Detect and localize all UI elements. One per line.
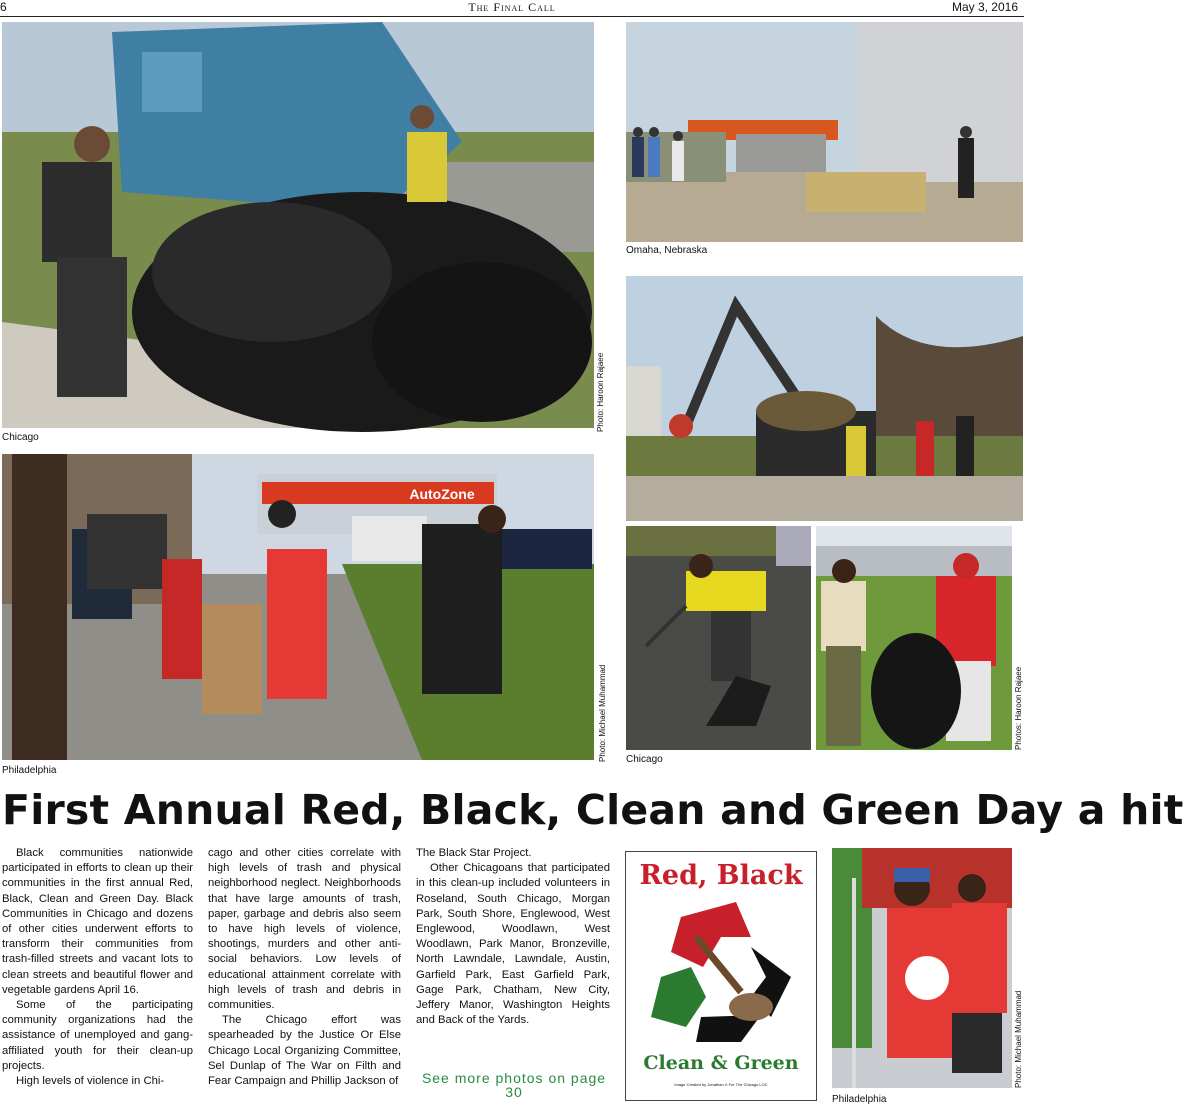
publication-name: The Final Call (468, 0, 556, 14)
photo-chicago-bagging-trash (816, 526, 1012, 750)
autozone-sign: AutoZone (409, 486, 475, 502)
photo-caption: Omaha, Nebraska (626, 245, 708, 256)
article-column-2 (208, 846, 401, 1089)
paragraph: cago and other cities correlate with high levels of trash and physical neighborhood neglect. Neighborhoods that have large amounts of trash, paper, garbage and debris also seem to have high levels of violence, shootings, murders and other anti-social behaviors. Low levels of educational attainment correlate with high levels of trash and debris in communities. (208, 847, 401, 1012)
photo-philadelphia-street (2, 454, 594, 760)
logo-title-clean-green: Clean & Green (643, 1052, 799, 1074)
paragraph: High levels of violence in Chi- (16, 1075, 165, 1088)
photo-philadelphia-volunteers (832, 848, 1012, 1088)
photo-omaha-nebraska (626, 22, 1023, 242)
article-headline: First Annual Red, Black, Clean and Green Day a hit (2, 786, 1184, 834)
logo-title-red-black: Red, Black (639, 860, 803, 891)
page-header (0, 0, 1024, 17)
paragraph: The Chicago effort was spearheaded by the Justice Or Else Chicago Local Organizing Committee, Sel Dunlap of The War on Filth and Fear Campaign and Phillip Jackson of (208, 1014, 401, 1088)
photo-credit: Photos: Haroon Rajaee (1014, 666, 1023, 750)
page-number: 6 (0, 0, 7, 14)
photo-chicago-garbage-truck (2, 22, 594, 428)
photo-caption: Chicago (626, 754, 663, 765)
photo-credit: Photo: Haroon Rajaee (596, 352, 605, 432)
paragraph: Black communities nationwide participated in efforts to clean up their communities in the first annual Red, Black, Clean and Green Day. Black Communities in Chicago and dozens of other cities underwent efforts to transform their communities from trash-filled streets and vacant lots to clean streets and beautiful flower and vegetable gardens April 16. (2, 847, 193, 996)
photo-credit: Photo: Michael Muhammad (1014, 990, 1023, 1088)
see-more-photos-link[interactable]: See more photos on page 30 (421, 1070, 607, 1100)
issue-date: May 3, 2016 (951, 0, 1018, 14)
photo-credit: Photo: Michael Muhammad (598, 664, 607, 762)
logo-fine-print: Image Created by Jonathan X For The Chicago LOC (674, 1082, 768, 1087)
article-column-1 (2, 846, 193, 1089)
recycle-broom-icon (641, 897, 801, 1047)
article-column-3 (416, 846, 610, 1028)
paragraph: Some of the participating community organizations had the assistance of unemployed and gang-affiliated youth for their clean-up projects. (2, 999, 193, 1072)
photo-grapple-truck (626, 276, 1023, 521)
photo-caption: Philadelphia (2, 765, 57, 776)
photo-caption: Chicago (2, 432, 39, 443)
paragraph: Other Chicagoans that participated in this clean-up included volunteers in Roseland, South Chicago, Morgan Park, South Shore, Englewood, West Englewood, Woodlawn, West Woodlawn, Park Manor, Bronzeville, North Lawndale, Lawndale, Austin, Garfield Park, East Garfield Park, Gage Park, Chatham, New City, Jeffery Manor, Washington Heights and Back of the Yards. (416, 862, 610, 1027)
red-black-clean-green-logo (625, 851, 817, 1101)
photo-chicago-youth-shovel (626, 526, 811, 750)
photo-caption: Philadelphia (832, 1094, 887, 1105)
paragraph: The Black Star Project. (416, 847, 532, 859)
